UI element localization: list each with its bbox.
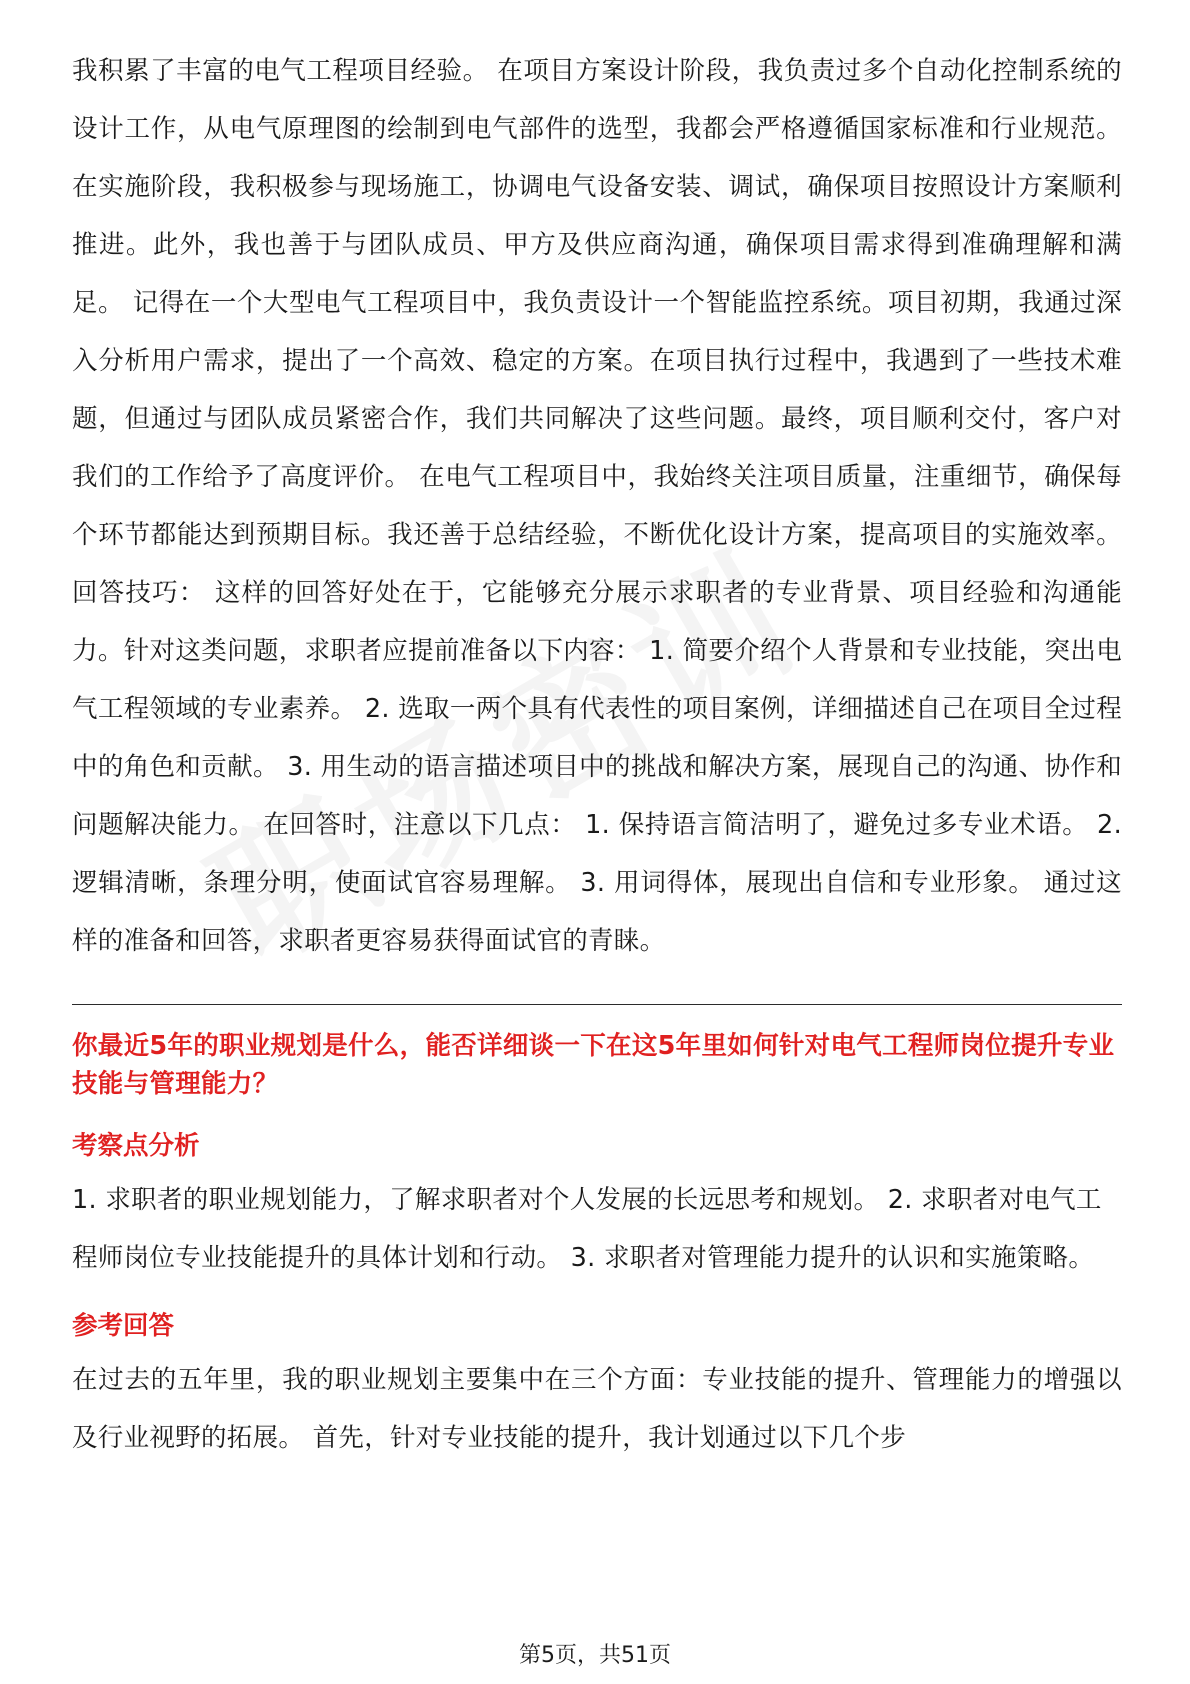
reference-text: 在过去的五年里，我的职业规划主要集中在三个方面：专业技能的提升、管理能力的增强以及行业视野的拓展。 首先，针对专业技能的提升，我计划通过以下几个步 xyxy=(72,1365,1122,1453)
analysis-text: 1. 求职者的职业规划能力，了解求职者对个人发展的长远思考和规划。 2. 求职者对电气工程师岗位专业技能提升的具体计划和行动。 3. 求职者对管理能力提升的认识和实施策略。 xyxy=(72,1185,1102,1273)
reference-heading: 参考回答 xyxy=(72,1311,175,1341)
page-number: 第5页，共51页 xyxy=(519,1643,671,1668)
question-title: 你最近5年的职业规划是什么，能否详细谈一下在这5年里如何针对电气工程师岗位提升专业技能与管理能力？ xyxy=(72,1031,1115,1099)
section-divider xyxy=(72,1004,1122,1005)
analysis-heading: 考察点分析 xyxy=(72,1131,200,1161)
answer-paragraph: 我积累了丰富的电气工程项目经验。 在项目方案设计阶段，我负责过多个自动化控制系统的设计工作，从电气原理图的绘制到电气部件的选型，我都会严格遵循国家标准和行业规范。在实施阶段，我积极参与现场施工，协调电气设备安装、调试，确保项目按照设计方案顺利推进。此外，我也善于与团队成员、甲方及供应商沟通，确保项目需求得到准确理解和满足。 记得在一个大型电气工程项目中，我负责设计一个智能监控系统。项目初期，我通过深入分析用户需求，提出了一个高效、稳定的方案。在项目执行过程中，我遇到了一些技术难题，但通过与团队成员紧密合作，我们共同解决了这些问题。最终，项目顺利交付，客户对我们的工作给予了高度评价。 在电气工程项目中，我始终关注项目质量，注重细节，确保每个环节都能达到预期目标。我还善于总结经验，不断优化设计方案，提高项目的实施效率。 回答技巧： 这样的回答好处在于，它能够充分展示求职者的专业背景、项目经验和沟通能力。针对这类问题，求职者应提前准备以下内容： 1. 简要介绍个人背景和专业技能，突出电气工程领域的专业素养。 2. 选取一两个具有代表性的项目案例，详细描述自己在项目全过程中的角色和贡献。 3. 用生动的语言描述项目中的挑战和解决方案，展现自己的沟通、协作和问题解决能力。 在回答时，注意以下几点： 1. 保持语言简洁明了，避免过多专业术语。 2. 逻辑清晰，条理分明，使面试官容易理解。 3. 用词得体，展现出自信和专业形象。 通过这样的准备和回答，求职者更容易获得面试官的青睐。 xyxy=(72,56,1122,956)
page-content xyxy=(72,42,1122,1467)
